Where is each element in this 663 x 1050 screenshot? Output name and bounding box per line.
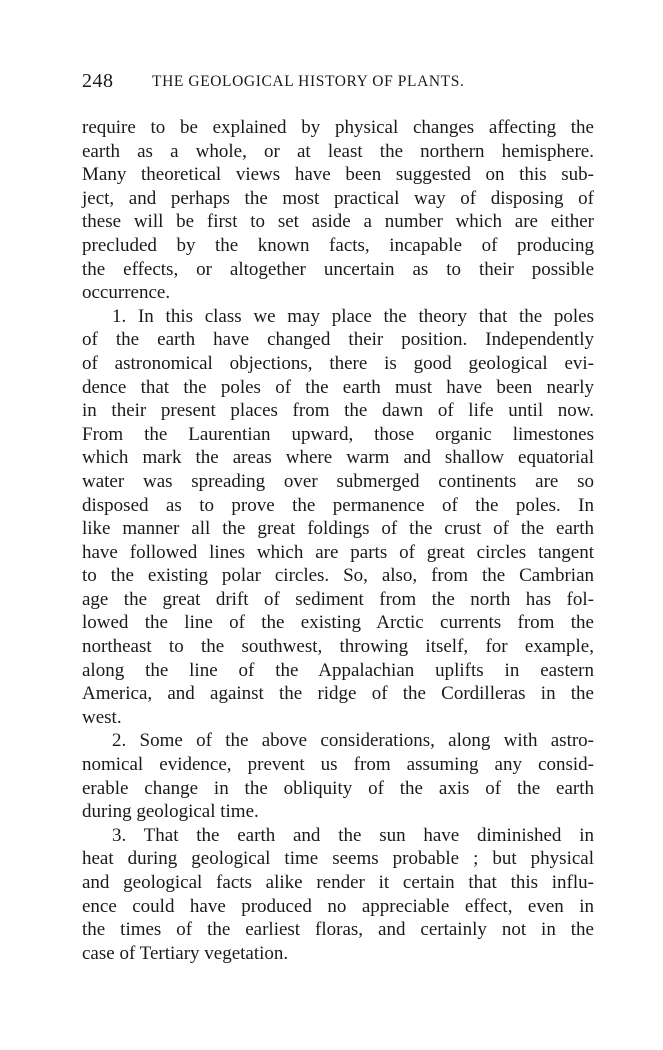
text-line: of the earth have changed their position. Independently xyxy=(82,329,594,351)
text-line: which mark the areas where warm and shallow equatorial xyxy=(82,447,594,469)
text-line: west. xyxy=(82,706,122,728)
text-line: have followed lines which are parts of great circles tangent xyxy=(82,541,594,563)
paragraph-1-start: 1. In this class we may place the theory that the poles xyxy=(112,305,594,327)
text-line: erable change in the obliquity of the axis of the earth xyxy=(82,777,594,799)
text-line: like manner all the great foldings of the crust of the earth xyxy=(82,518,594,540)
text-line: precluded by the known facts, incapable of producing xyxy=(82,234,594,256)
text-line: northeast to the southwest, throwing itself, for example, xyxy=(82,636,594,658)
text-line: heat during geological time seems probable ; but physical xyxy=(82,848,594,870)
text-line: age the great drift of sediment from the north has fol- xyxy=(82,588,594,610)
text-line: to the existing polar circles. So, also, from the Cambrian xyxy=(82,565,594,587)
text-line: and geological facts alike render it certain that this influ- xyxy=(82,872,594,893)
text-line: the effects, or altogether uncertain as to their possible xyxy=(82,258,594,280)
text-line: during geological time. xyxy=(82,801,259,823)
body-text xyxy=(82,116,594,965)
text-line: in their present places from the dawn of life until now. xyxy=(82,400,594,422)
running-title: THE GEOLOGICAL HISTORY OF PLANTS. xyxy=(152,73,465,90)
text-line: Many theoretical views have been suggested on this sub- xyxy=(82,164,594,186)
text-line: require to be explained by physical changes affecting the xyxy=(82,117,594,138)
text-line: of astronomical objections, there is good geological evi- xyxy=(82,352,594,374)
paragraph-3-start: 3. That the earth and the sun have diminished in xyxy=(112,824,594,846)
text-line: nomical evidence, prevent us from assuming any consid- xyxy=(82,754,594,776)
text-line: water was spreading over submerged continents are so xyxy=(82,470,594,492)
text-line: case of Tertiary vegetation. xyxy=(82,942,289,964)
text-line: lowed the line of the existing Arctic currents from the xyxy=(82,612,594,634)
text-line: the times of the earliest floras, and certainly not in the xyxy=(82,919,594,941)
text-line: From the Laurentian upward, those organic limestones xyxy=(82,423,594,445)
text-line: ject, and perhaps the most practical way of disposing of xyxy=(82,187,594,209)
text-line: dence that the poles of the earth must have been nearly xyxy=(82,376,594,398)
text-line: ence could have produced no appreciable effect, even in xyxy=(82,895,594,917)
text-line: disposed as to prove the permanence of the poles. In xyxy=(82,494,594,516)
text-line: these will be first to set aside a number which are either xyxy=(82,211,594,233)
text-line: earth as a whole, or at least the northern hemisphere. xyxy=(82,140,594,162)
page-number: 248 xyxy=(82,70,114,92)
page-header xyxy=(82,70,592,100)
text-line: America, and against the ridge of the Cordilleras in the xyxy=(82,683,594,705)
text-line: occurrence. xyxy=(82,282,171,304)
paragraph-2-start: 2. Some of the above considerations, along with astro- xyxy=(112,730,594,752)
text-line: along the line of the Appalachian uplifts in eastern xyxy=(82,659,594,681)
